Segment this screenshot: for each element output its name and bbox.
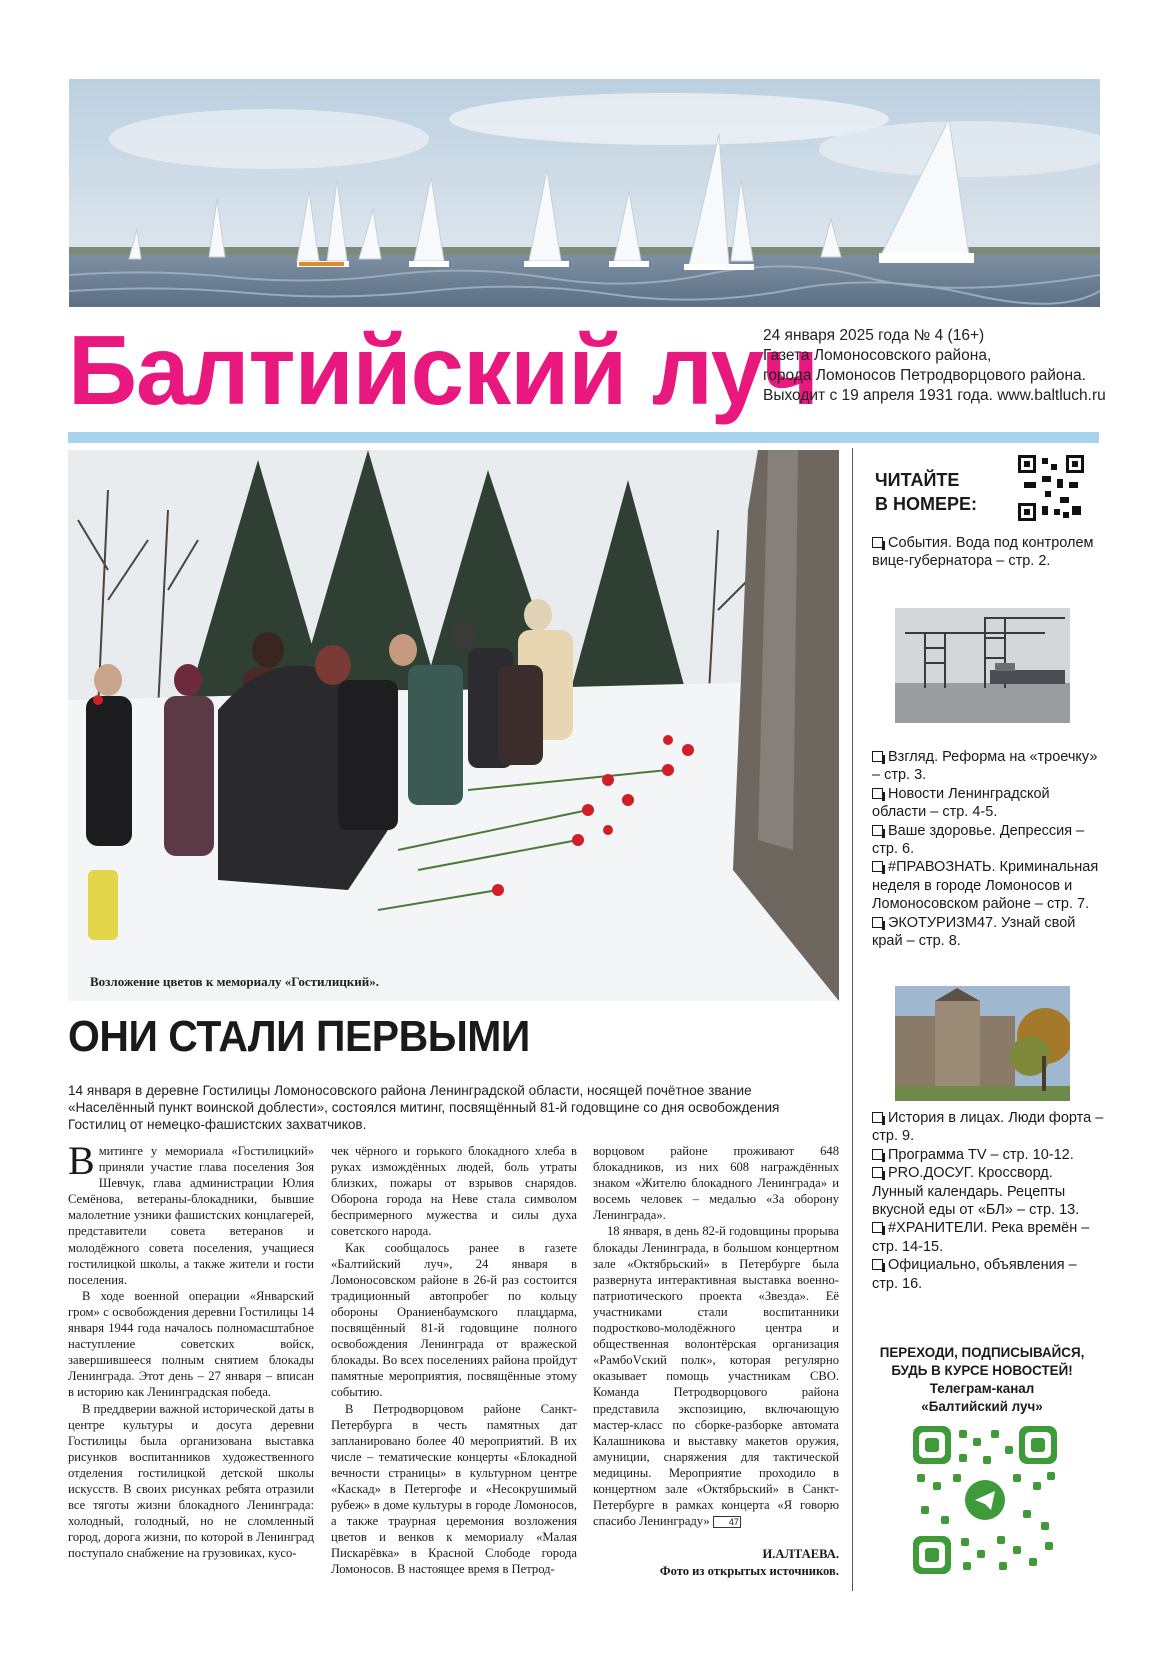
- toc-list: [872, 534, 1104, 571]
- toc-item-label: Ваше здоровье. Депрессия – стр. 6.: [872, 822, 1085, 858]
- telegram-qr-code-icon[interactable]: [913, 1426, 1057, 1574]
- checkbox-icon: [872, 825, 883, 836]
- checkbox-icon: [872, 751, 883, 762]
- article-paragraph: Как сообщалось ранее в газете «Балтийский луч», 24 января в Ломоносовском районе в 26-й раз состоится традиционный автопробег по кольцу обороны Ораниенбаумского плацдарма, посвящённый 81-й годовщине полного освобождения Ленинграда от вражеской блокады. Во всех поселениях района пройдут памятные мероприятия, посвящённые этому событию.: [331, 1240, 577, 1400]
- column-divider: [852, 448, 853, 1591]
- checkbox-icon: [872, 861, 883, 872]
- article-column-2: [331, 1143, 577, 1578]
- toc-item[interactable]: [872, 914, 1104, 951]
- toc-item[interactable]: [872, 1146, 1104, 1164]
- toc-item-label: ЭКОТУРИЗМ47. Узнай свой край – стр. 8.: [872, 914, 1076, 950]
- toc-item-label: История в лицах. Люди форта – стр. 9.: [872, 1110, 1104, 1145]
- issue-desc-line: Выходит с 19 апреля 1931 года. www.baltluch.ru: [763, 387, 1106, 404]
- toc-item[interactable]: [872, 1109, 1104, 1146]
- port-cranes-photo: [895, 608, 1070, 723]
- telegram-promo: ПЕРЕХОДИ, ПОДПИСЫВАЙСЯ, БУДЬ В КУРСЕ НОВОСТЕЙ! Телеграм-канал «Балтийский луч»: [879, 1345, 1085, 1414]
- checkbox-icon: [872, 1259, 883, 1270]
- toc-item[interactable]: [872, 785, 1104, 822]
- toc-item-label: #ХРАНИТЕЛИ. Река времён – стр. 14-15.: [872, 1220, 1090, 1255]
- toc-item-label: PRO.ДОСУГ. Кроссворд. Лунный календарь. Рецепты вкусной еды от «БЛ» – стр. 13.: [872, 1165, 1080, 1219]
- toc-item[interactable]: [872, 1256, 1104, 1293]
- toc-item[interactable]: [872, 1219, 1104, 1256]
- drop-cap: В: [68, 1138, 95, 1183]
- article-headline: ОНИ СТАЛИ ПЕРВЫМИ: [68, 1012, 530, 1061]
- toc-item[interactable]: [872, 534, 1104, 571]
- article-signature: [593, 1546, 839, 1580]
- toc-item-label: #ПРАВОЗНАТЬ. Криминальная неделя в городе Ломоносов и Ломоносовском районе – стр. 7.: [872, 859, 1099, 913]
- toc-item-label: Программа TV – стр. 10-12.: [888, 1146, 1074, 1163]
- end-mark: 47: [713, 1516, 741, 1528]
- article-paragraph: ворцовом районе проживают 648 блокадников, из них 608 награждённых знаком «Жителю блокадного Ленинграда» и восемь человек – медалью «За оборону Ленинграда».: [593, 1144, 839, 1223]
- checkbox-icon: [872, 1222, 883, 1233]
- article-paragraph: В ходе военной операции «Январский гром» с освобождения деревни Гостилицы 14 января 1944 года началось полномасштабное наступление советских войск, завершившееся полным снятием блокады Ленинграда. Этот день – 27 января – вписан в историю как Ленинградская победа.: [68, 1288, 314, 1400]
- checkbox-icon: [872, 788, 883, 799]
- masthead-photo: [69, 79, 1100, 307]
- article-lead: 14 января в деревне Гостилицы Ломоносовского района Ленинградской области, носящей почётное звание «Населённый пункт воинской доблести», состоялся митинг, посвящённый 81-й годовщине со дня освобождения Гостилиц от немецко-фашистских захватчиков.: [68, 1083, 780, 1132]
- photo-caption: Возложение цветов к мемориалу «Гостилицкий».: [90, 974, 380, 989]
- fortress-photo: [895, 986, 1070, 1101]
- article-column-3: [593, 1143, 839, 1529]
- issue-desc-line: города Ломоносов Петродворцового района.: [763, 367, 1086, 384]
- issue-info: [763, 326, 1106, 406]
- toc-item[interactable]: [872, 1164, 1104, 1219]
- header-rule: [68, 432, 1099, 443]
- article-paragraph: В преддверии важной исторической даты в центре культуры и досуга деревни Гостилицы была организована выставка рисунков воспитанников художественного отделения гостилицкой детской школы искусств. В своих рисунках ребята отразили все тяготы жизни блокадного Ленинграда: холодный, голодный, но не сломленный город, дорога жизни, по которой в Ленинград поступало снабжение на грузовиках, кусо-: [68, 1401, 314, 1561]
- issue-desc-line: Газета Ломоносовского района,: [763, 347, 992, 364]
- qr-code-icon[interactable]: [1018, 455, 1084, 521]
- newspaper-title: Балтийский луч: [68, 315, 819, 425]
- author: И.АЛТАЕВА.: [762, 1547, 839, 1561]
- photo-credit: Фото из открытых источников.: [659, 1564, 839, 1578]
- toc-item-label: Новости Ленинградской области – стр. 4-5.: [872, 785, 1050, 821]
- toc-list: [872, 1109, 1104, 1293]
- article-column-1: [68, 1138, 314, 1561]
- toc-item-label: Взгляд. Реформа на «троечку» – стр. 3.: [872, 749, 1098, 784]
- checkbox-icon: [872, 1167, 883, 1178]
- toc-item-label: Официально, объявления – стр. 16.: [872, 1257, 1077, 1292]
- toc-item[interactable]: [872, 748, 1104, 785]
- checkbox-icon: [872, 1112, 883, 1123]
- article-paragraph: Вмитинге у мемориала «Гостилицкий» приняли участие глава поселения Зоя Шевчук, глава администрации Юлия Семёнова, ветераны-блокадники, бывшие малолетние узники фашистских концлагерей, представители совета ветеранов и молодёжного совета поселения, учащиеся гостилицкой школы, а также жители и гости поселения.: [68, 1138, 314, 1287]
- checkbox-icon: [872, 537, 883, 548]
- checkbox-icon: [872, 1149, 883, 1160]
- article-paragraph: чек чёрного и горького блокадного хлеба в руках измождённых людей, боль утраты близких, пожары от взрывов снарядов. Оборона города на Неве стала символом беспримерного мужества и силы духа советского народа.: [331, 1144, 577, 1239]
- toc-item-label: События. Вода под контролем вице-губернатора – стр. 2.: [872, 535, 1094, 570]
- toc-item[interactable]: [872, 822, 1104, 859]
- issue-date-line: 24 января 2025 года № 4 (16+): [763, 327, 985, 344]
- article-paragraph: В Петродворцовом районе Санкт-Петербурга в честь памятных дат запланировано более 40 мероприятий. В их числе – тематические концерты «Блокадной вечности страницы» в культурном центре «Каскад» в Петергофе и «Несокрушимый рубеж» в доме культуры в городе Ломоносов, а также траурная церемония возложения цветов и венков к мемориалу «Малая Пискарёвка» в Красной Слободе города Ломоносов. В настоящее время в Петрод-: [331, 1401, 577, 1577]
- sidebar-heading: ЧИТАЙТЕ В НОМЕРЕ:: [875, 470, 978, 514]
- toc-list: [872, 748, 1104, 950]
- main-photo: [68, 450, 839, 1001]
- article-paragraph: 18 января, в день 82-й годовщины прорыва блокады Ленинграда, в большом концертном зале «Октябрьский» в Петербурге была развернута интерактивная выставка военно-патриотического проекта «Звезда». Её участниками стали воспитанники подростково-молодёжного центра и общественная волонтёрская организация «РамбоVский полк», которая регулярно оказывает помощь участникам СВО. Команда Петродворцового района представила экспозицию, включающую мастер-класс по сборке-разборке автомата Калашникова и выставку макетов оружия, амуниции, снаряжения для тактической медицины. Мероприятие проходило в концертном зале «Октябрьский» в Санкт-Петербурге в рамках концерта «Я говорю спасибо Ленинграду» 47: [593, 1224, 839, 1529]
- checkbox-icon: [872, 917, 883, 928]
- toc-item[interactable]: [872, 858, 1104, 913]
